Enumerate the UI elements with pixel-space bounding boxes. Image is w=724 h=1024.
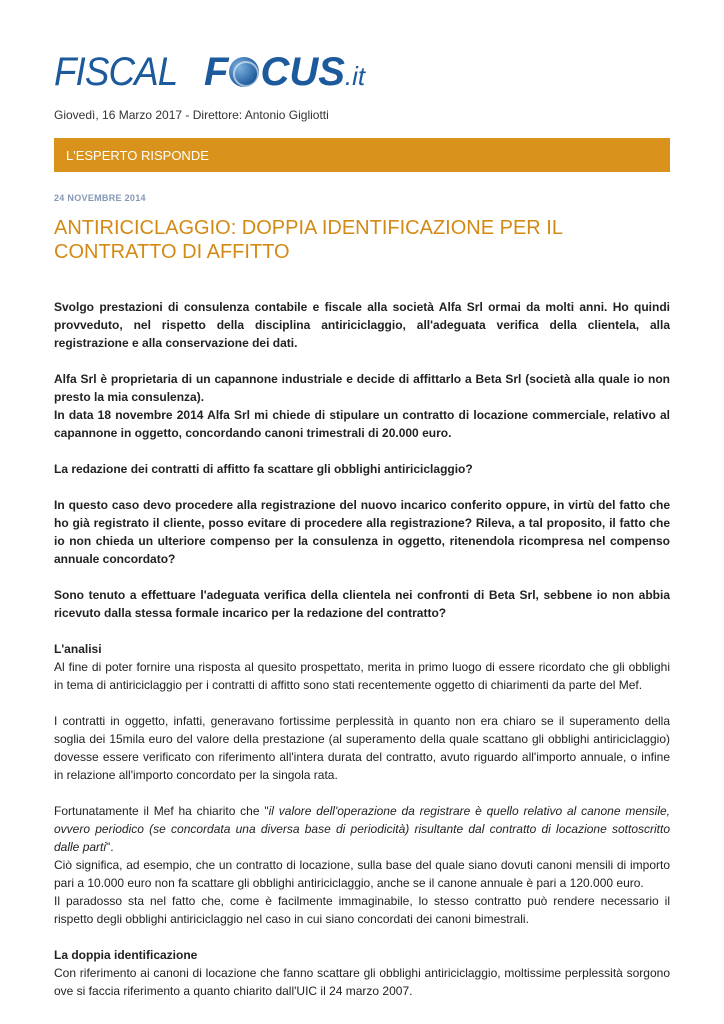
quote-tail: ". xyxy=(106,840,114,854)
logo-focus-cus: CUS xyxy=(260,50,345,94)
analysis-paragraph: Ciò significa, ad esempio, che un contratto di locazione, sulla base del quale siano dovuti canoni mensili di importo pari a 10.000 euro non fa scattare gli obblighi antiriciclaggio, anche se il canone annuale è pari a 120.000 euro. xyxy=(54,858,670,890)
question-paragraph: In questo caso devo procedere alla registrazione del nuovo incarico conferito oppure, in virtù del fatto che ho già registrato il cliente, posso evitare di procedere alla registrazione? Rileva, a tal proposito, il fatto che io non chieda un ulteriore compenso per la consulenza in oggetto, ritenendola ricompresa nel compenso annuale concordato? xyxy=(54,498,670,566)
analysis-paragraph: Al fine di poter fornire una risposta al quesito prospettato, merita in primo luogo di essere ricordato che gli obblighi in tema di antiriciclaggio per i contratti di affitto sono stati recentemente oggetto di chiarimenti da parte del Mef. xyxy=(54,660,670,692)
article-title: ANTIRICICLAGGIO: DOPPIA IDENTIFICAZIONE PER IL CONTRATTO DI AFFITTO xyxy=(54,217,563,263)
question-paragraph: Alfa Srl è proprietaria di un capannone industriale e decide di affittarlo a Beta Srl (società alla quale io non presto la mia consulenza). xyxy=(54,372,670,404)
question-paragraph: Svolgo prestazioni di consulenza contabile e fiscale alla società Alfa Srl ormai da molti anni. Ho quindi provveduto, nel rispetto della disciplina antiriciclaggio, all'adeguata verifica della clientela, alla registrazione e alla conservazione dei dati. xyxy=(54,300,670,350)
identification-heading: La doppia identificazione xyxy=(54,948,198,962)
question-paragraph: In data 18 novembre 2014 Alfa Srl mi chiede di stipulare un contratto di locazione commerciale, relativo al capannone in oggetto, concordando canoni trimestrali di 20.000 euro. xyxy=(54,408,670,440)
logo-tld: .it xyxy=(344,61,366,91)
article-body xyxy=(54,298,670,1000)
question-paragraph: La redazione dei contratti di affitto fa scattare gli obblighi antiriciclaggio? xyxy=(54,462,473,476)
mef-quote: il valore dell'operazione da registrare è quello relativo al canone mensile, ovvero periodico (se concordata una diversa base di periodicità) risultante dal contratto di locazione sottoscritto dalle parti xyxy=(54,804,671,854)
logo-focus-f: F xyxy=(204,50,229,94)
dateline: Giovedì, 16 Marzo 2017 - Direttore: Antonio Gigliotti xyxy=(54,108,329,122)
identification-paragraph: Con riferimento ai canoni di locazione che fanno scattare gli obblighi antiriciclaggio, moltissime perplessità sorgono ove si faccia riferimento a quanto chiarito dall'UIC il 24 marzo 2007. xyxy=(54,966,670,998)
logo-fiscal: FISCAL xyxy=(54,50,178,94)
analysis-quote-paragraph xyxy=(54,802,670,856)
analysis-paragraph: Il paradosso sta nel fatto che, come è facilmente immaginabile, lo stesso contratto può rendere necessario il rispetto degli obblighi antiriciclaggio nel caso in cui siano concordati dei canoni bimestrali. xyxy=(54,894,670,926)
globe-icon xyxy=(229,57,259,87)
logo-focus xyxy=(204,50,365,95)
fiscalfocus-logo[interactable] xyxy=(54,50,366,96)
section-bar xyxy=(54,138,670,172)
analysis-paragraph: I contratti in oggetto, infatti, generavano fortissime perplessità in quanto non era chiaro se il superamento della soglia dei 15mila euro del valore della prestazione (al superamento della quale scattano gli obblighi antiriciclaggio) dovesse essere verificato con riferimento all'intera durata del contratto, avuto riguardo all'importo annuale, o infine in relazione all'importo concordato per la singola rata. xyxy=(54,714,670,782)
quote-lead: Fortunatamente il Mef ha chiarito che " xyxy=(54,804,269,818)
analysis-heading: L'analisi xyxy=(54,642,102,656)
question-paragraph: Sono tenuto a effettuare l'adeguata verifica della clientela nei confronti di Beta Srl, sebbene io non abbia ricevuto dalla stessa formale incarico per la redazione del contratto? xyxy=(54,588,670,620)
article-date: 24 NOVEMBRE 2014 xyxy=(54,193,146,203)
section-label: L'ESPERTO RISPONDE xyxy=(66,148,209,163)
